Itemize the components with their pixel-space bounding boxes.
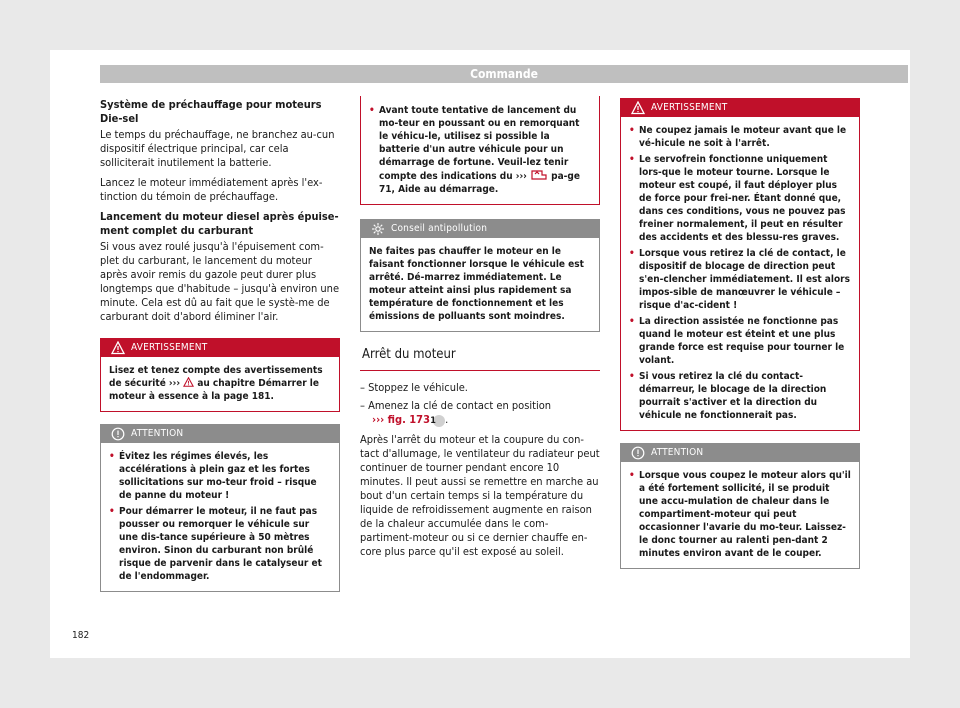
attention-box-body: [621, 462, 859, 568]
paragraph-fuel-empty: Si vous avez roulé jusqu'à l'épuisement com-plet du carburant, le lancement du moteur après avoir remis du gazole peut durer plus longtemps que d'habitude – jusqu'à environ une minute. Cela est dû au fait que le systè-me de carburant doit d'abord éliminer l'air.: [100, 240, 340, 323]
page-header: Commande: [100, 65, 908, 83]
step-key-text: – Amenez la clé de contact en position: [360, 399, 552, 412]
manual-page: [50, 50, 910, 658]
warning-text-a: Lisez et tenez compte des avertissements de sécurité ›››: [109, 365, 323, 389]
column-middle: [360, 98, 600, 565]
warning-box-title: AVERTISSEMENT: [651, 102, 728, 113]
attention-box-header: [621, 444, 859, 462]
warning-box-header: [101, 339, 339, 357]
warning-item: • Si vous retirez la clé du contact-démarreur, le blocage de la direction pourrait s'activer et la direction du véhicule ne fonctionnerait pas.: [629, 370, 851, 422]
attention-item: • Lorsque vous coupez le moteur alors qu'il a été fortement sollicité, il se produit une accu-mulation de chaleur dans le compartiment-moteur qui peut occasionner l'avarie du mo-teur. Laissez-le donc tourner au ralenti pen-dant 2 minutes environ avant de le couper.: [629, 469, 851, 560]
section-title-engine-stop: Arrêt du moteur: [360, 346, 600, 371]
attention-box-title: ATTENTION: [651, 447, 704, 458]
warning-triangle-icon: [111, 341, 125, 355]
figure-reference-link[interactable]: ››› fig. 173: [372, 413, 430, 426]
continuation-text-a: Avant toute tentative de lancement du mo-teur en poussant ou en remorquant le véhicu-le, utilisez si possible la batterie d'un autre véhicule pour un démarrage de fortune. Veuil-lez tenir compte des indications du ›››: [379, 105, 580, 182]
subheading-preheat: Système de préchauffage pour moteurs Die-sel: [100, 98, 322, 125]
page-number: 182: [72, 630, 90, 641]
step-key-position: [360, 399, 600, 427]
attention-box-1: [100, 424, 340, 592]
eco-tip-box: [360, 219, 600, 332]
step-stop-vehicle: – Stoppez le véhicule.: [360, 381, 468, 394]
warning-item: • La direction assistée ne fonctionne pas quand le moteur est éteint et une plus grande force est requise pour tourner le volant.: [629, 315, 851, 367]
step-key-end: .: [445, 413, 449, 426]
warning-item: • Lorsque vous retirez la clé de contact, le dispositif de blocage de direction peut s'en-clencher immédiatement. Il est alors impos-sible de manœuvrer le véhicule – risque d'ac-cident !: [629, 247, 851, 312]
position-number-badge: 1: [433, 415, 445, 427]
paragraph-radiator-fan: Après l'arrêt du moteur et la coupure du con-tact d'allumage, le ventilateur du radiateur peut continuer de tourner pendant encore 10 minutes. Il peut aussi se remettre en marche au bout d'un certain temps si la température du liquide de refroidissement augmente en raison de la chaleur accumulée dans le com-partiment-moteur ou si ce dernier chauffe en-core plus parce qu'il est exposé au soleil.: [360, 433, 600, 558]
warning-triangle-icon: [631, 101, 645, 115]
warning-inline-triangle-icon: [183, 377, 194, 387]
attention-box-body: [101, 443, 339, 591]
eco-tip-header: [361, 220, 599, 238]
warning-text-b: au chapitre Démarrer le moteur à essence à la page 181.: [109, 378, 319, 402]
paragraph-preheat-1: Le temps du préchauffage, ne branchez au-cun dispositif électrique principal, car cela solliciterait inutilement la batterie.: [100, 128, 335, 169]
info-circle-icon: [631, 446, 645, 460]
warning-box-1: [100, 338, 340, 412]
eco-leaf-icon: [371, 222, 385, 236]
warning-box-header: [621, 99, 859, 117]
column-right: [620, 98, 860, 581]
attention-item: • Évitez les régimes élevés, les accélérations à plein gaz et les fortes sollicitations sur mo-teur froid – risque de panne du moteur !: [109, 450, 331, 502]
attention-box-title: ATTENTION: [131, 428, 184, 439]
attention-box-header: [101, 425, 339, 443]
eco-tip-body: [361, 238, 599, 331]
warning-continuation-item: [369, 104, 591, 204]
info-circle-icon: [111, 427, 125, 441]
attention-item: • Pour démarrer le moteur, il ne faut pas pousser ou remorquer le véhicule sur une dis-tance supérieure à 50 mètres environ. Sinon du carburant non brûlé risque de parvenir dans le catalyseur et de l'endommager.: [109, 505, 331, 583]
subheading-fuel-empty: Lancement du moteur diesel après épuise-ment complet du carburant: [100, 210, 339, 237]
paragraph-preheat-2: Lancez le moteur immédiatement après l'ex-tinction du témoin de préchauffage.: [100, 176, 323, 203]
warning-item: • Ne coupez jamais le moteur avant que le vé-hicule ne soit à l'arrêt.: [629, 124, 851, 150]
warning-continuation: [360, 96, 600, 205]
warning-box-2: [620, 98, 860, 431]
column-left: [100, 98, 340, 604]
warning-box-title: AVERTISSEMENT: [131, 342, 208, 353]
continuation-text-b: pa-ge 71, Aide au démarrage.: [379, 171, 580, 195]
jump-start-icon: [530, 169, 548, 180]
warning-box-body: [621, 117, 859, 430]
attention-box-2: [620, 443, 860, 569]
eco-tip-text: Ne faites pas chauffer le moteur en le faisant fonctionner lorsque le véhicule est arrêté. Dé-marrez immédiatement. Le moteur atteint ainsi plus rapidement sa température de fonctionnement et les émissions de polluants sont moindres.: [369, 246, 584, 322]
warning-item: • Le servofrein fonctionne uniquement lors-que le moteur tourne. Lorsque le moteur est coupé, il faut déployer plus de force pour frei-ner. Étant donné que, dans ces conditions, vous ne pouvez pas freiner normalement, il peut en résulter des accidents et des blessu-res graves.: [629, 153, 851, 244]
warning-box-body: [101, 357, 339, 411]
eco-tip-title: Conseil antipollution: [391, 223, 488, 234]
